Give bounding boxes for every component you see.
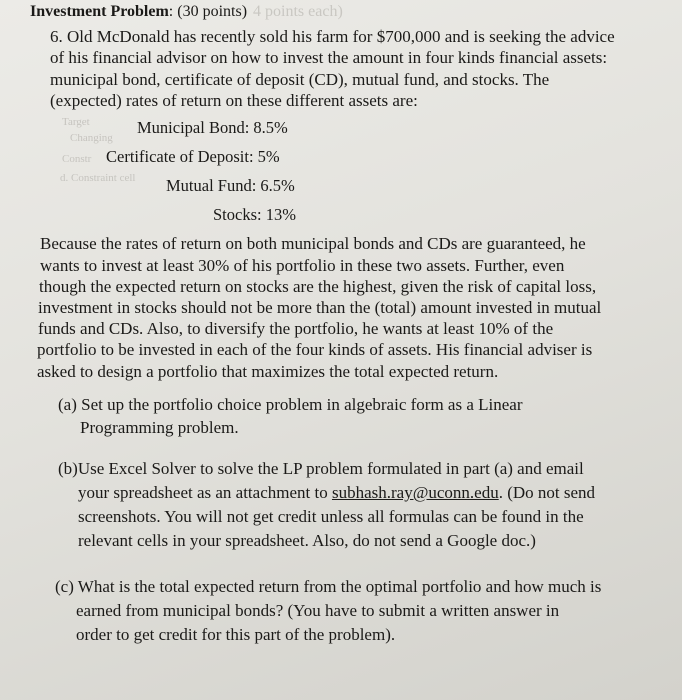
intro-line-4: (expected) rates of return on these different assets are: (50, 91, 418, 110)
body-line-5: funds and CDs. Also, to diversify the portfolio, he wants at least 10% of the (38, 319, 554, 338)
rate-certificate-of-deposit: Certificate of Deposit: 5% (106, 147, 280, 166)
bleed-through-4: d. Constraint cell (60, 172, 136, 184)
part-b-line-2 (78, 482, 595, 504)
problem-header (30, 1, 343, 23)
body-line-1: Because the rates of return on both municipal bonds and CDs are guaranteed, he (40, 234, 586, 253)
part-c-line-3: order to get credit for this part of the problem). (76, 625, 396, 644)
intro-line-3: municipal bond, certificate of deposit (CD), mutual fund, and stocks. The (50, 70, 550, 89)
body-line-3: though the expected return on stocks are the highest, given the risk of capital loss, (39, 277, 597, 296)
part-b-line-1: (b)Use Excel Solver to solve the LP problem formulated in part (a) and email (58, 459, 584, 478)
header-title: Investment Problem (30, 3, 169, 20)
header-points: : (30 points) (168, 3, 248, 20)
part-a-line-1: (a) Set up the portfolio choice problem in algebraic form as a Linear (58, 395, 523, 414)
email-link[interactable]: subhash.ray@uconn.edu (331, 483, 499, 502)
intro-line-2: of his financial advisor on how to invest the amount in four kinds financial assets: (50, 48, 608, 67)
rate-municipal-bond: Municipal Bond: 8.5% (137, 118, 288, 137)
body-line-7: asked to design a portfolio that maximizes the total expected return. (37, 362, 499, 381)
bleed-through-2: Changing (70, 132, 113, 144)
part-b-line-2-end: . (Do not send (498, 483, 596, 502)
bleed-through-3: Constr (62, 153, 92, 165)
rate-mutual-fund: Mutual Fund: 6.5% (166, 176, 295, 195)
body-line-6: portfolio to be invested in each of the four kinds of assets. His financial adviser is (37, 340, 593, 359)
body-line-2: wants to invest at least 30% of his portfolio in these two assets. Further, even (40, 256, 565, 275)
part-c-line-1: (c) What is the total expected return from the optimal portfolio and how much is (55, 577, 602, 596)
rate-stocks: Stocks: 13% (213, 205, 296, 224)
part-b-line-3: screenshots. You will not get credit unless all formulas can be found in the (78, 507, 584, 526)
header-ghost-text: 4 points each) (253, 3, 343, 20)
body-line-4: investment in stocks should not be more than the (total) amount invested in mutual (38, 298, 602, 317)
part-a-line-2: Programming problem. (80, 418, 239, 437)
part-b-line-4: relevant cells in your spreadsheet. Also, do not send a Google doc.) (78, 531, 536, 550)
bleed-through-1: Target (62, 116, 90, 128)
intro-line-1: 6. Old McDonald has recently sold his farm for $700,000 and is seeking the advice (50, 27, 615, 46)
part-b-line-2-start: your spreadsheet as an attachment to (78, 483, 332, 502)
part-c-line-2: earned from municipal bonds? (You have to submit a written answer in (76, 601, 560, 620)
